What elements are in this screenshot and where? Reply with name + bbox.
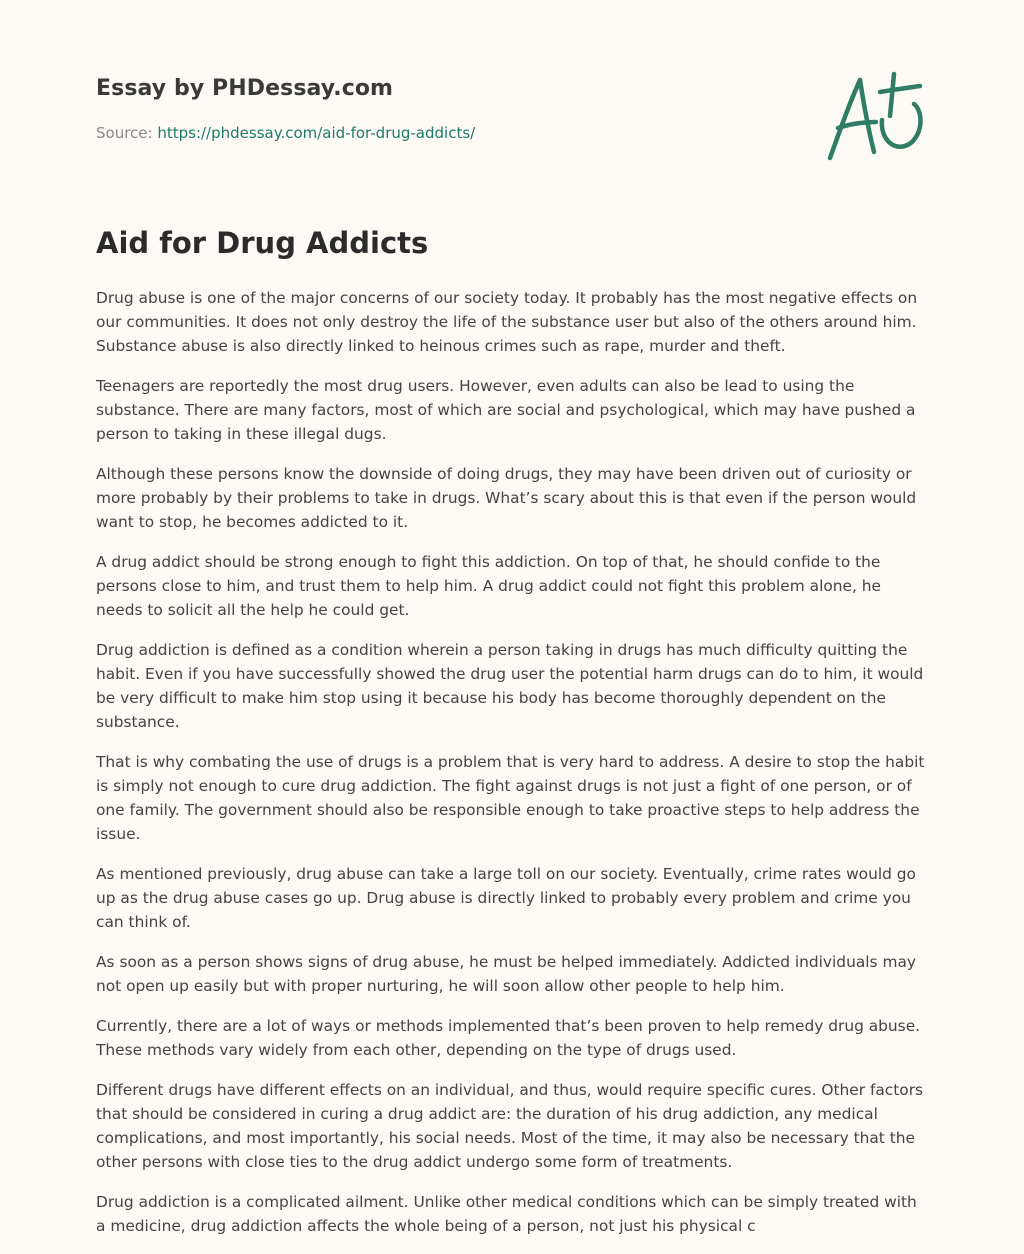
paragraph: As mentioned previously, drug abuse can take a large toll on our society. Eventually, crime rates would go up as the drug abuse cases go up. Drug abuse is directly linked to probably every problem and crime you can think of. (96, 865, 916, 931)
paragraph: Different drugs have different effects on an individual, and thus, would require specific cures. Other factors that should be considered in curing a drug addict are: the duration of his drug addiction, any medical complications, and most importantly, his social needs. Most of the time, it may also be necessary that the other persons with close ties to the drug addict undergo some form of treatments. (96, 1081, 924, 1171)
paragraph: Drug abuse is one of the major concerns of our society today. It probably has the most negative effects on our communities. It does not only destroy the life of the substance user but also of the others around him. Substance abuse is also directly linked to heinous crimes such as rape, murder and theft. (96, 289, 918, 355)
paragraph: Although these persons know the downside of doing drugs, they may have been driven out of curiosity or more probably by their problems to take in drugs. What’s scary about this is that even if the person would want to stop, he becomes addicted to it. (96, 465, 917, 531)
paragraph: A drug addict should be strong enough to fight this addiction. On top of that, he should confide to the persons close to him, and trust them to help him. A drug addict could not fight this problem alone, he needs to solicit all the help he could get. (96, 553, 881, 619)
paragraph: That is why combating the use of drugs is a problem that is very hard to address. A desire to stop the habit is simply not enough to cure drug addiction. The fight against drugs is not just a fight of one person, or of one family. The government should also be responsible enough to take proactive steps to help address the issue. (96, 753, 925, 843)
source-label: Source: (96, 124, 158, 142)
source-line (96, 124, 475, 142)
essay-title: Aid for Drug Addicts (96, 226, 429, 260)
essay-body (96, 286, 928, 1254)
paragraph: Currently, there are a lot of ways or methods implemented that’s been proven to help remedy drug abuse. These methods vary widely from each other, depending on the type of drugs used. (96, 1017, 921, 1059)
paragraph: Drug addiction is defined as a condition wherein a person taking in drugs has much difficulty quitting the habit. Even if you have successfully showed the drug user the potential harm drugs can do to him, it would be very difficult to make him stop using it because his body has become thoroughly dependent on the substance. (96, 641, 924, 731)
source-link[interactable]: https://phdessay.com/aid-for-drug-addicts/ (157, 124, 476, 142)
paragraph: As soon as a person shows signs of drug abuse, he must be helped immediately. Addicted individuals may not open up easily but with proper nurturing, he will soon allow other people to help him. (96, 953, 916, 995)
a-plus-grade-icon (820, 66, 930, 166)
paragraph: Drug addiction is a complicated ailment. Unlike other medical conditions which can be simply treated with a medicine, drug addiction affects the whole being of a person, not just his physical c (96, 1193, 917, 1235)
paragraph: Teenagers are reportedly the most drug users. However, even adults can also be lead to using the substance. There are many factors, most of which are social and psychological, which may have pushed a person to taking in these illegal dugs. (96, 377, 916, 443)
site-brand: Essay by PHDessay.com (96, 76, 394, 101)
